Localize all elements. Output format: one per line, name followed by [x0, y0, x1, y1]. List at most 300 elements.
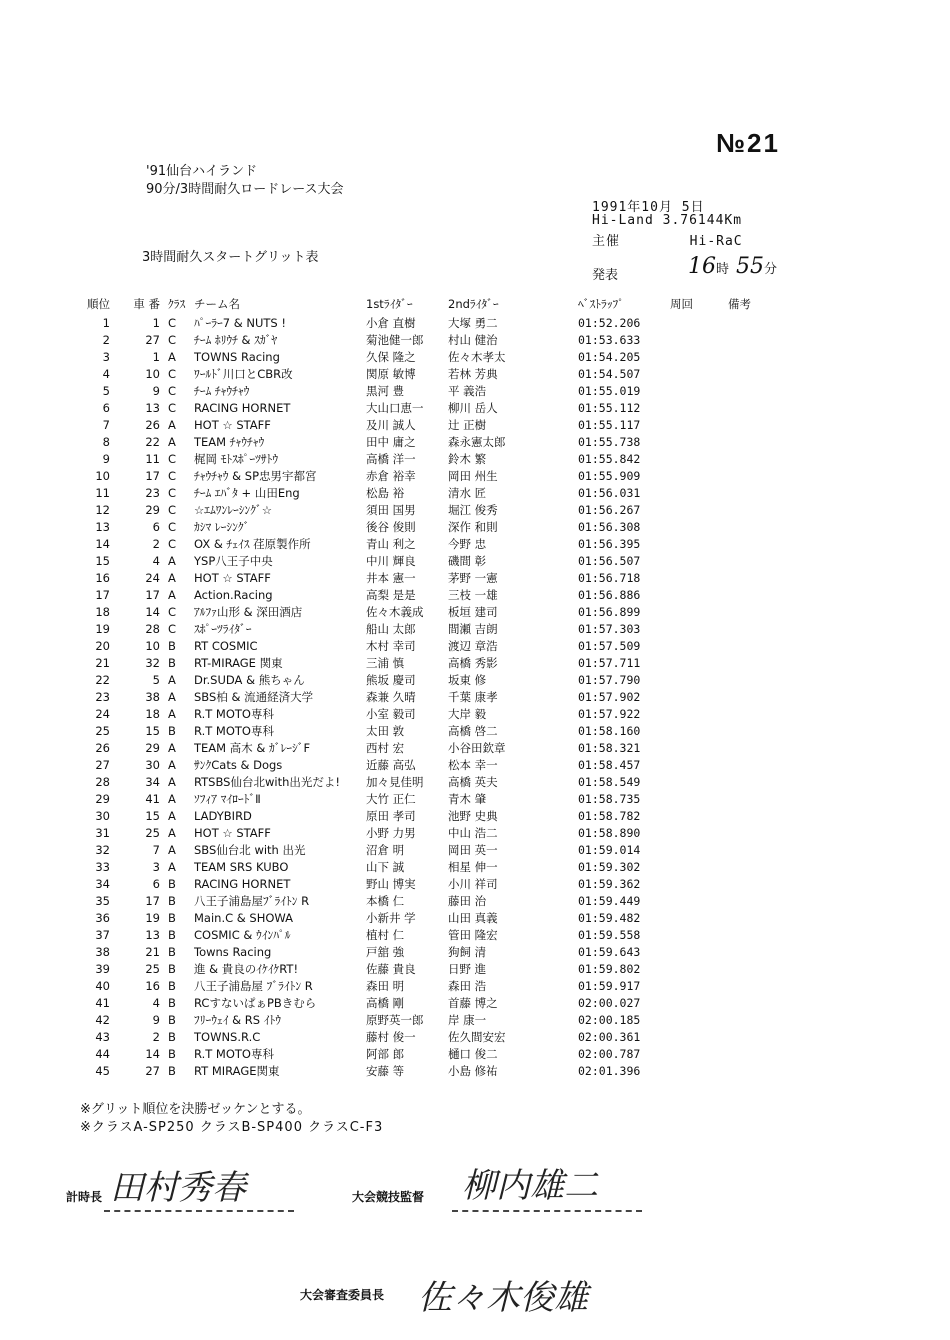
- announcement-time: [688, 254, 777, 279]
- cell-class: B: [168, 911, 176, 925]
- table-row: [78, 808, 768, 825]
- cell-rank: 32: [95, 843, 110, 857]
- cell-best-lap: 01:54.507: [578, 367, 641, 381]
- cell-rider1: 菊池健一郎: [366, 333, 424, 347]
- cell-rider2: 平 義浩: [448, 384, 487, 398]
- cell-rank: 43: [95, 1030, 110, 1044]
- announcement-hour: 16: [688, 254, 716, 279]
- cell-laps: [670, 366, 728, 383]
- cell-remarks: [728, 859, 768, 876]
- cell-rider1: 近藤 高弘: [366, 758, 416, 772]
- col-bestlap-header: ﾍﾞｽﾄﾗｯﾌﾟ: [578, 297, 624, 311]
- cell-team: ｽﾎﾟｰﾂﾗｲﾀﾞｰ: [194, 622, 252, 636]
- cell-rank: 22: [95, 673, 110, 687]
- cell-laps: [670, 349, 728, 366]
- cell-rider2: 管田 隆宏: [448, 928, 498, 942]
- cell-laps: [670, 655, 728, 672]
- table-row: [78, 1063, 768, 1080]
- cell-team: RT-MIRAGE 関東: [194, 656, 283, 670]
- cell-team: ☆ｴﾑﾜﾝﾚｰｼﾝｸﾞ☆: [194, 503, 273, 517]
- table-row: [78, 417, 768, 434]
- cell-best-lap: 01:56.718: [578, 571, 641, 585]
- cell-remarks: [728, 927, 768, 944]
- chair-signature: 佐々木俊雄: [418, 1278, 588, 1318]
- cell-rider2: 藤田 治: [448, 894, 487, 908]
- cell-best-lap: 01:56.507: [578, 554, 641, 568]
- cell-team: ﾁｬｳﾁｬｳ & SP忠男宇都宮: [194, 469, 317, 483]
- cell-class: B: [168, 928, 176, 942]
- cell-car-number: 22: [145, 435, 160, 449]
- cell-car-number: 1: [152, 316, 160, 330]
- cell-team: LADYBIRD: [194, 809, 252, 823]
- cell-rank: 33: [95, 860, 110, 874]
- cell-remarks: [728, 1012, 768, 1029]
- cell-team: ｻﾝｸCats & Dogs: [194, 758, 283, 772]
- cell-rider2: 若林 芳典: [448, 367, 498, 381]
- cell-remarks: [728, 995, 768, 1012]
- cell-class: A: [168, 554, 176, 568]
- cell-rider2: 高橋 英夫: [448, 775, 498, 789]
- table-row: [78, 995, 768, 1012]
- cell-class: C: [168, 503, 177, 517]
- table-row: [78, 927, 768, 944]
- event-date: 1991年10月 5日: [592, 200, 705, 215]
- cell-car-number: 10: [145, 367, 160, 381]
- cell-remarks: [728, 434, 768, 451]
- cell-rider2: 池野 史典: [448, 809, 498, 823]
- cell-team: TEAM SRS KUBO: [194, 860, 289, 874]
- cell-rider1: 須田 国男: [366, 503, 416, 517]
- cell-rider2: 辻 正樹: [448, 418, 487, 432]
- cell-car-number: 1: [152, 350, 160, 364]
- cell-team: RT COSMIC: [194, 639, 258, 653]
- cell-class: C: [168, 452, 177, 466]
- cell-laps: [670, 757, 728, 774]
- cell-remarks: [728, 587, 768, 604]
- cell-rank: 6: [102, 401, 110, 415]
- cell-rider2: 小川 祥司: [448, 877, 498, 891]
- cell-rider1: 西村 宏: [366, 741, 405, 755]
- announcement-label: 発表: [592, 268, 619, 283]
- cell-class: B: [168, 962, 176, 976]
- cell-class: A: [168, 690, 176, 704]
- cell-rank: 10: [95, 469, 110, 483]
- table-row: [78, 570, 768, 587]
- cell-best-lap: 02:00.787: [578, 1047, 641, 1061]
- start-grid-table: [78, 296, 768, 1080]
- cell-remarks: [728, 757, 768, 774]
- cell-remarks: [728, 689, 768, 706]
- cell-best-lap: 01:57.922: [578, 707, 641, 721]
- cell-best-lap: 01:55.738: [578, 435, 641, 449]
- cell-rider1: 小倉 直樹: [366, 316, 416, 330]
- cell-team: R.T MOTO専科: [194, 1047, 274, 1061]
- cell-best-lap: 01:56.886: [578, 588, 641, 602]
- cell-team: Towns Racing: [194, 945, 272, 959]
- cell-best-lap: 01:56.395: [578, 537, 641, 551]
- cell-rank: 2: [102, 333, 110, 347]
- table-row: [78, 825, 768, 842]
- table-row: [78, 383, 768, 400]
- event-name: 90分/3時間耐久ロードレース大会: [146, 182, 344, 197]
- cell-team: SBS柏 & 流通経済大学: [194, 690, 314, 704]
- table-row: [78, 723, 768, 740]
- cell-rank: 13: [95, 520, 110, 534]
- cell-best-lap: 01:57.711: [578, 656, 641, 670]
- cell-class: A: [168, 826, 176, 840]
- cell-class: B: [168, 877, 176, 891]
- cell-team: RACING HORNET: [194, 877, 291, 891]
- cell-team: RT MIRAGE関東: [194, 1064, 280, 1078]
- cell-rank: 17: [95, 588, 110, 602]
- cell-rider2: 清水 匠: [448, 486, 487, 500]
- cell-rank: 29: [95, 792, 110, 806]
- cell-rider2: 森永憲太郎: [448, 435, 506, 449]
- cell-best-lap: 01:59.449: [578, 894, 641, 908]
- cell-team: ﾌﾘｰｳｪｲ & RS ｲﾄｳ: [194, 1013, 281, 1027]
- cell-rider2: 千葉 康孝: [448, 690, 498, 704]
- cell-rider2: 高橋 啓二: [448, 724, 498, 738]
- cell-car-number: 29: [145, 741, 160, 755]
- cell-class: A: [168, 758, 176, 772]
- cell-laps: [670, 672, 728, 689]
- organizer-row: [592, 230, 743, 249]
- cell-car-number: 32: [145, 656, 160, 670]
- table-row: [78, 451, 768, 468]
- table-row: [78, 689, 768, 706]
- cell-rider1: 山下 誠: [366, 860, 405, 874]
- cell-laps: [670, 859, 728, 876]
- cell-car-number: 16: [145, 979, 160, 993]
- cell-class: C: [168, 384, 177, 398]
- cell-best-lap: 01:54.205: [578, 350, 641, 364]
- cell-rider1: 戸舘 強: [366, 945, 405, 959]
- cell-remarks: [728, 417, 768, 434]
- cell-rank: 28: [95, 775, 110, 789]
- cell-rider1: 阿部 郎: [366, 1047, 405, 1061]
- cell-rider1: 井本 憲一: [366, 571, 416, 585]
- cell-remarks: [728, 672, 768, 689]
- cell-remarks: [728, 723, 768, 740]
- cell-rank: 26: [95, 741, 110, 755]
- table-row: [78, 876, 768, 893]
- cell-best-lap: 01:53.633: [578, 333, 641, 347]
- cell-laps: [670, 961, 728, 978]
- cell-laps: [670, 689, 728, 706]
- cell-remarks: [728, 842, 768, 859]
- cell-class: C: [168, 316, 177, 330]
- cell-rider1: 安藤 等: [366, 1064, 405, 1078]
- cell-team: Main.C & SHOWA: [194, 911, 294, 925]
- event-season-title: '91仙台ハイランド: [146, 164, 258, 179]
- cell-rider1: 高橋 洋一: [366, 452, 416, 466]
- cell-rank: 41: [95, 996, 110, 1010]
- table-row: [78, 774, 768, 791]
- cell-car-number: 14: [145, 1047, 160, 1061]
- cell-rider2: 茅野 一憲: [448, 571, 498, 585]
- cell-best-lap: 01:59.302: [578, 860, 641, 874]
- cell-team: R.T MOTO専科: [194, 707, 274, 721]
- table-row: [78, 502, 768, 519]
- cell-rider1: 森田 明: [366, 979, 405, 993]
- cell-class: C: [168, 537, 177, 551]
- cell-team: 八王子浦島屋ﾌﾞﾗｲﾄﾝ R: [194, 894, 310, 908]
- cell-laps: [670, 1046, 728, 1063]
- cell-rider1: 小室 毅司: [366, 707, 416, 721]
- note-grid-order: ※グリット順位を決勝ゼッケンとする。: [80, 1102, 311, 1117]
- director-label: 大会競技監督: [352, 1190, 425, 1204]
- cell-rank: 7: [102, 418, 110, 432]
- cell-laps: [670, 995, 728, 1012]
- cell-car-number: 11: [145, 452, 160, 466]
- cell-best-lap: 02:01.396: [578, 1064, 641, 1078]
- cell-best-lap: 02:00.361: [578, 1030, 641, 1044]
- timekeeper-signature-line: [104, 1210, 294, 1212]
- cell-rider1: 植村 仁: [366, 928, 405, 942]
- cell-rank: 45: [95, 1064, 110, 1078]
- cell-rider2: 柳川 岳人: [448, 401, 498, 415]
- cell-rider1: 本橋 仁: [366, 894, 405, 908]
- cell-remarks: [728, 791, 768, 808]
- cell-rider1: 高梨 是是: [366, 588, 416, 602]
- cell-best-lap: 01:59.558: [578, 928, 641, 942]
- cell-class: B: [168, 1064, 176, 1078]
- venue-course: Hi-Land 3.76144Km: [592, 213, 743, 228]
- cell-car-number: 6: [152, 877, 160, 891]
- cell-rider2: 相星 伸一: [448, 860, 498, 874]
- cell-best-lap: 01:55.909: [578, 469, 641, 483]
- cell-best-lap: 01:58.782: [578, 809, 641, 823]
- table-row: [78, 400, 768, 417]
- cell-car-number: 17: [145, 469, 160, 483]
- cell-remarks: [728, 451, 768, 468]
- cell-rider2: 狗飼 清: [448, 945, 487, 959]
- cell-rank: 14: [95, 537, 110, 551]
- cell-best-lap: 01:56.031: [578, 486, 641, 500]
- cell-laps: [670, 723, 728, 740]
- cell-team: OX & ﾁｪｲｽ 荏原製作所: [194, 537, 311, 551]
- cell-class: C: [168, 401, 177, 415]
- cell-laps: [670, 519, 728, 536]
- table-row: [78, 706, 768, 723]
- cell-rider1: 大竹 正仁: [366, 792, 416, 806]
- cell-rider1: 太田 敦: [366, 724, 405, 738]
- cell-rider1: 沼倉 明: [366, 843, 405, 857]
- cell-rider2: 佐久間安宏: [448, 1030, 506, 1044]
- cell-remarks: [728, 910, 768, 927]
- cell-rank: 15: [95, 554, 110, 568]
- cell-class: B: [168, 724, 176, 738]
- cell-remarks: [728, 315, 768, 332]
- table-row: [78, 893, 768, 910]
- cell-class: B: [168, 996, 176, 1010]
- cell-best-lap: 01:59.014: [578, 843, 641, 857]
- cell-remarks: [728, 638, 768, 655]
- cell-car-number: 9: [152, 384, 160, 398]
- cell-rider2: 村山 健治: [448, 333, 498, 347]
- cell-team: 進 & 貴良のｲｹｲｹRT!: [194, 962, 299, 976]
- director-signature: 柳内雄二: [462, 1166, 598, 1206]
- cell-rider2: 佐々木孝太: [448, 350, 506, 364]
- cell-class: A: [168, 809, 176, 823]
- cell-rank: 19: [95, 622, 110, 636]
- cell-best-lap: 01:57.509: [578, 639, 641, 653]
- col-team-header: チーム名: [194, 297, 240, 311]
- cell-car-number: 23: [145, 486, 160, 500]
- cell-car-number: 27: [145, 333, 160, 347]
- cell-rider1: 佐々木義成: [366, 605, 424, 619]
- cell-laps: [670, 638, 728, 655]
- cell-remarks: [728, 366, 768, 383]
- cell-rider1: 小野 力男: [366, 826, 416, 840]
- cell-car-number: 6: [152, 520, 160, 534]
- table-row: [78, 740, 768, 757]
- cell-best-lap: 01:58.457: [578, 758, 641, 772]
- cell-remarks: [728, 349, 768, 366]
- cell-remarks: [728, 485, 768, 502]
- cell-rider2: 小島 修祐: [448, 1064, 498, 1078]
- cell-team: ﾁｰﾑ ﾁｬｳﾁｬｳ: [194, 384, 250, 398]
- announcement-minute-unit: 分: [764, 262, 778, 277]
- cell-laps: [670, 604, 728, 621]
- cell-car-number: 34: [145, 775, 160, 789]
- cell-car-number: 10: [145, 639, 160, 653]
- cell-remarks: [728, 604, 768, 621]
- cell-rider2: 高橋 秀影: [448, 656, 498, 670]
- cell-best-lap: 01:55.842: [578, 452, 641, 466]
- director-signature-line: [452, 1210, 642, 1212]
- cell-car-number: 26: [145, 418, 160, 432]
- cell-rider1: 黒河 豊: [366, 384, 405, 398]
- cell-best-lap: 01:56.899: [578, 605, 641, 619]
- cell-best-lap: 01:59.482: [578, 911, 641, 925]
- cell-laps: [670, 910, 728, 927]
- cell-rider2: 渡辺 章浩: [448, 639, 498, 653]
- cell-remarks: [728, 825, 768, 842]
- cell-car-number: 28: [145, 622, 160, 636]
- cell-rider1: 原田 孝司: [366, 809, 416, 823]
- organizer-label: 主催: [592, 234, 621, 249]
- cell-remarks: [728, 553, 768, 570]
- cell-laps: [670, 570, 728, 587]
- cell-laps: [670, 927, 728, 944]
- table-row: [78, 961, 768, 978]
- cell-best-lap: 01:59.917: [578, 979, 641, 993]
- cell-team: ﾁｰﾑ ｴﾊﾞﾀ + 山田Eng: [194, 486, 300, 500]
- cell-class: C: [168, 486, 177, 500]
- cell-class: A: [168, 350, 176, 364]
- cell-rider1: 野山 博実: [366, 877, 416, 891]
- table-row: [78, 910, 768, 927]
- table-row: [78, 604, 768, 621]
- cell-rider2: 松本 幸一: [448, 758, 498, 772]
- cell-remarks: [728, 502, 768, 519]
- cell-car-number: 17: [145, 588, 160, 602]
- cell-laps: [670, 791, 728, 808]
- cell-remarks: [728, 808, 768, 825]
- cell-remarks: [728, 1029, 768, 1046]
- cell-car-number: 13: [145, 401, 160, 415]
- cell-rider1: 船山 太郎: [366, 622, 416, 636]
- cell-best-lap: 01:59.802: [578, 962, 641, 976]
- announcement-minute: 55: [736, 254, 765, 279]
- cell-team: HOT ☆ STAFF: [194, 826, 271, 840]
- cell-rank: 8: [102, 435, 110, 449]
- table-row: [78, 757, 768, 774]
- cell-laps: [670, 502, 728, 519]
- cell-remarks: [728, 1046, 768, 1063]
- cell-team: RACING HORNET: [194, 401, 291, 415]
- cell-rank: 11: [95, 486, 110, 500]
- table-row: [78, 1029, 768, 1046]
- cell-rider2: 岡田 英一: [448, 843, 498, 857]
- cell-rank: 44: [95, 1047, 110, 1061]
- cell-class: A: [168, 707, 176, 721]
- cell-best-lap: 01:58.549: [578, 775, 641, 789]
- cell-class: A: [168, 775, 176, 789]
- cell-car-number: 13: [145, 928, 160, 942]
- cell-laps: [670, 468, 728, 485]
- cell-rider2: 首藤 博之: [448, 996, 498, 1010]
- cell-rank: 25: [95, 724, 110, 738]
- cell-team: Action.Racing: [194, 588, 273, 602]
- cell-class: A: [168, 792, 176, 806]
- cell-laps: [670, 706, 728, 723]
- timekeeper-label: 計時長: [66, 1190, 103, 1204]
- note-classes: ※クラスA-SP250 クラスB-SP400 クラスC-F3: [80, 1120, 384, 1135]
- cell-laps: [670, 1012, 728, 1029]
- cell-car-number: 15: [145, 809, 160, 823]
- cell-team: YSP八王子中央: [194, 554, 273, 568]
- cell-best-lap: 01:55.019: [578, 384, 641, 398]
- cell-class: A: [168, 741, 176, 755]
- table-row: [78, 468, 768, 485]
- table-row: [78, 1012, 768, 1029]
- cell-class: B: [168, 979, 176, 993]
- cell-class: A: [168, 588, 176, 602]
- cell-best-lap: 01:57.790: [578, 673, 641, 687]
- cell-laps: [670, 553, 728, 570]
- cell-remarks: [728, 944, 768, 961]
- cell-rider1: 小新井 学: [366, 911, 416, 925]
- cell-car-number: 3: [152, 860, 160, 874]
- cell-car-number: 21: [145, 945, 160, 959]
- table-row: [78, 587, 768, 604]
- cell-laps: [670, 536, 728, 553]
- cell-rider2: 堀江 俊秀: [448, 503, 498, 517]
- cell-team: TEAM 高木 & ｶﾞﾚｰｼﾞF: [194, 741, 311, 755]
- cell-rider1: 赤倉 裕幸: [366, 469, 416, 483]
- table-row: [78, 553, 768, 570]
- cell-remarks: [728, 468, 768, 485]
- cell-team: TOWNS.R.C: [194, 1030, 261, 1044]
- table-row: [78, 842, 768, 859]
- cell-car-number: 2: [152, 1030, 160, 1044]
- cell-rider2: 間瀬 吉朗: [448, 622, 498, 636]
- chair-label: 大会審査委員長: [300, 1288, 385, 1302]
- cell-remarks: [728, 621, 768, 638]
- cell-class: C: [168, 520, 177, 534]
- cell-remarks: [728, 536, 768, 553]
- cell-rider2: 鈴木 繁: [448, 452, 487, 466]
- cell-rider2: 中山 浩二: [448, 826, 498, 840]
- announcement-hour-unit: 時: [716, 262, 730, 277]
- cell-rider2: 大塚 勇二: [448, 316, 498, 330]
- table-row: [78, 366, 768, 383]
- table-row: [78, 434, 768, 451]
- cell-remarks: [728, 383, 768, 400]
- col-rider1-header: 1stﾗｲﾀﾞｰ: [366, 297, 413, 311]
